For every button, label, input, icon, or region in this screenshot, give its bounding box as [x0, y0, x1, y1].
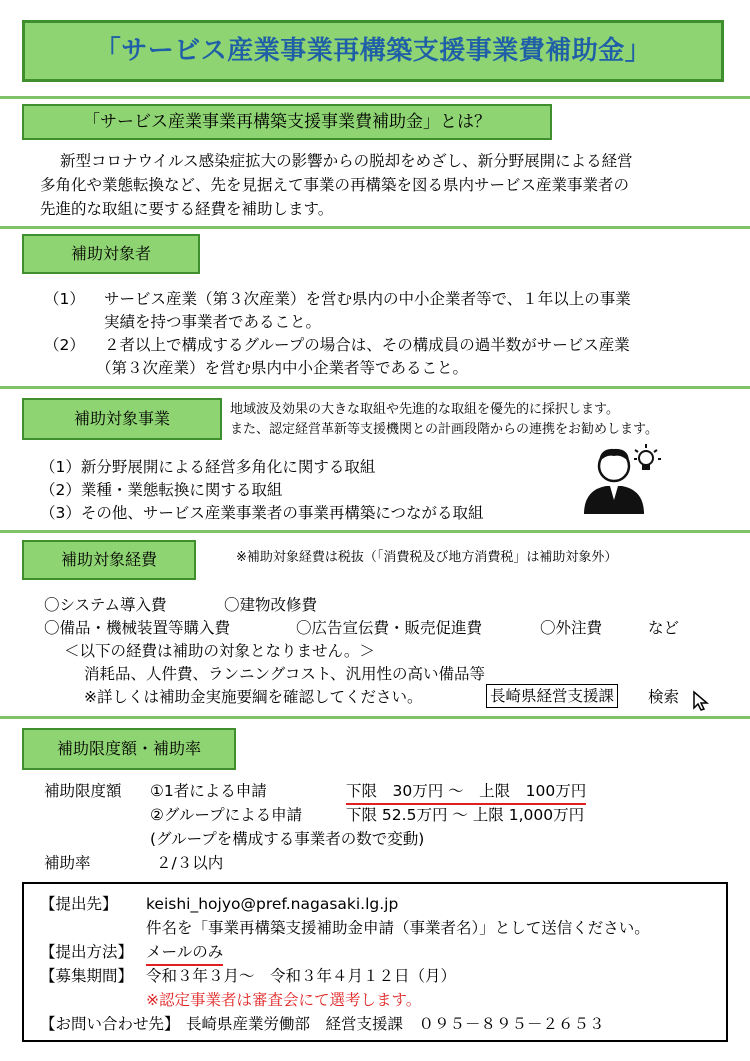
expense-advertising: 〇広告宣伝費・販売促進費: [296, 619, 483, 637]
single-label: ①1者による申請: [150, 782, 267, 800]
dest-note: 件名を「事業再構築支援補助金申請（事業者名）」として送信ください。: [146, 919, 650, 937]
target-num-2: （2）: [44, 336, 85, 354]
projects-item-3: （3）その他、サービス産業事業者の事業再構築につながる取組: [40, 504, 484, 522]
single-value: 下限 30万円 ～ 上限 100万円: [346, 780, 586, 805]
projects-note-2: また、認定経営革新等支援機関との計画段階からの連携をお勧めします。: [230, 422, 658, 437]
divider: [0, 716, 750, 719]
expense-outsourcing: 〇外注費: [540, 619, 603, 637]
intro-heading: 「サービス産業事業再構築支援事業費補助金」とは？: [22, 104, 552, 140]
cursor-icon: [692, 690, 712, 712]
target-num-1: （1）: [44, 290, 85, 308]
expense-equipment: 〇備品・機械装置等購入費: [44, 619, 231, 637]
amount-label: 補助限度額: [44, 782, 122, 800]
excluded-items: 消耗品、人件費、ランニングコスト、汎用性の高い備品等: [84, 665, 485, 683]
projects-label: 補助対象事業: [22, 398, 222, 440]
period-value: 令和３年３月～ 令和３年４月１２日（月）: [146, 967, 457, 985]
dest-label: 【提出先】: [40, 895, 118, 913]
group-note: (グループを構成する事業者の数で変動): [150, 830, 425, 848]
target-item-1: サービス産業（第３次産業）を営む県内の中小企業者等で、１年以上の事業: [104, 290, 631, 308]
intro-line-3: 先進的な取組に要する経費を補助します。: [40, 200, 334, 218]
contact-label: 【お問い合わせ先】: [40, 1015, 180, 1033]
target-label: 補助対象者: [22, 234, 200, 274]
dest-email[interactable]: keishi_hojyo@pref.nagasaki.lg.jp: [146, 895, 399, 913]
divider: [0, 226, 750, 229]
period-note: ※認定事業者は審査会にて選考します。: [146, 991, 422, 1009]
target-item-1-cont: 実績を持つ事業者であること。: [104, 313, 322, 331]
projects-item-2: （2）業種・業態転換に関する取組: [40, 481, 283, 499]
expense-system: 〇システム導入費: [44, 596, 167, 614]
group-label: ②グループによる申請: [150, 806, 303, 824]
projects-note-1: 地域波及効果の大きな取組や先進的な取組を優先的に採択します。: [230, 402, 619, 417]
period-label: 【募集期間】: [40, 967, 134, 985]
rate-value: ２/３以内: [156, 854, 224, 872]
limits-label: 補助限度額・補助率: [22, 728, 236, 770]
expense-etc: など: [648, 619, 680, 637]
divider: [0, 386, 750, 389]
divider: [0, 96, 750, 99]
target-item-2-cont: （第３次産業）を営む県内中小企業者等であること。: [96, 359, 469, 377]
method-label: 【提出方法】: [40, 943, 134, 961]
projects-item-1: （1）新分野展開による経営多角化に関する取組: [40, 458, 376, 476]
excluded-heading: ＜以下の経費は補助の対象となりません。＞: [64, 642, 375, 660]
expenses-label: 補助対象経費: [22, 540, 196, 580]
target-item-2: ２者以上で構成するグループの場合は、その構成員の過半数がサービス産業: [104, 336, 630, 354]
intro-line-1: 新型コロナウイルス感染症拡大の影響からの脱却をめざし、新分野展開による経営: [60, 152, 633, 170]
person-idea-icon: [574, 440, 664, 520]
expenses-note: ※補助対象経費は税抜（「消費税及び地方消費税」は補助対象外）: [236, 550, 618, 565]
expense-building: 〇建物改修費: [224, 596, 318, 614]
contact-value: 長崎県産業労働部 経営支援課 ０９５－８９５－２６５３: [186, 1015, 605, 1033]
intro-line-2: 多角化や業態転換など、先を見据えて事業の再構築を図る県内サービス産業事業者の: [40, 176, 630, 194]
page-title: 「サービス産業事業再構築支援事業費補助金」: [22, 20, 724, 82]
divider: [0, 530, 750, 533]
search-term-box[interactable]: 長崎県経営支援課: [486, 684, 618, 708]
method-value: メールのみ: [146, 941, 223, 966]
search-label[interactable]: 検索: [648, 688, 680, 706]
rate-label: 補助率: [44, 854, 91, 872]
expenses-detail: ※詳しくは補助金実施要綱を確認してください。: [84, 688, 423, 706]
group-value: 下限 52.5万円 ～ 上限 1,000万円: [346, 806, 585, 824]
